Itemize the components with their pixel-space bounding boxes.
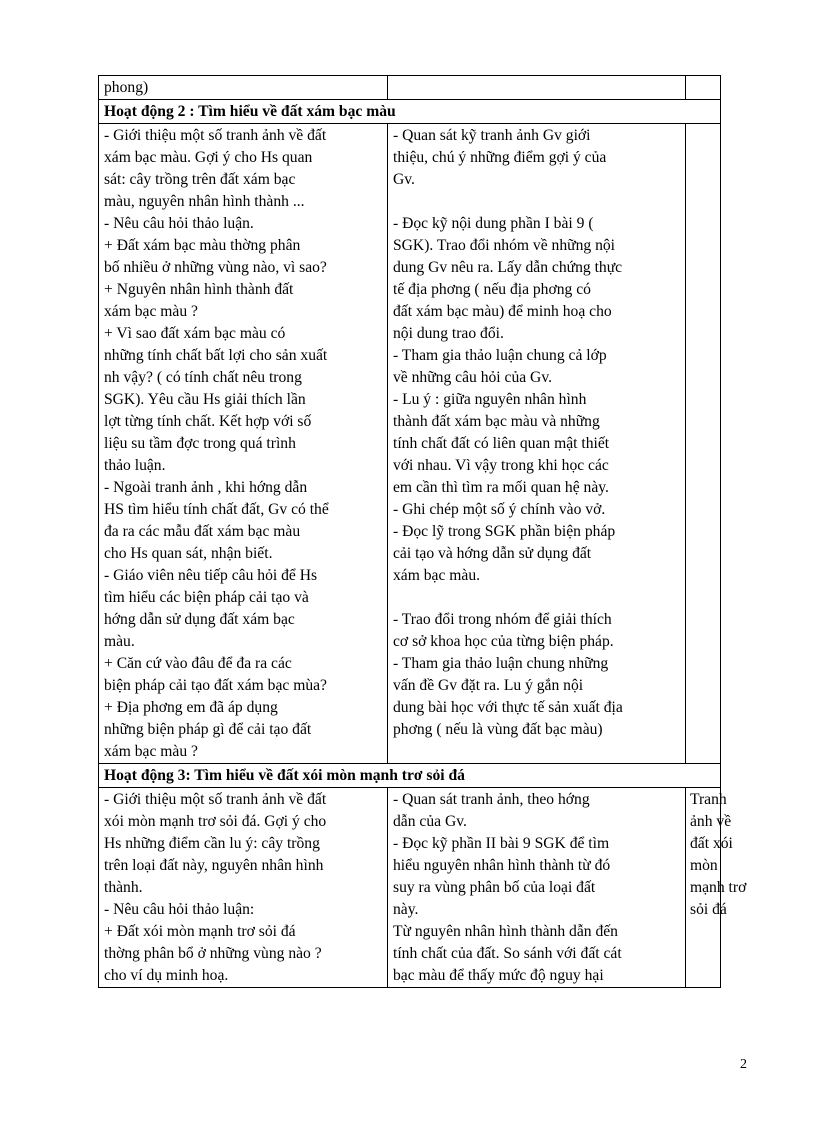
activity2-materials-cell xyxy=(686,124,721,764)
text-line: với nhau. Vì vậy trong khi học các xyxy=(393,457,609,474)
text-line: bạc màu để thấy mức độ nguy hại xyxy=(393,967,604,984)
text-line: - Quan sát tranh ảnh, theo hớng xyxy=(393,791,590,808)
text-line: - Giới thiệu một số tranh ảnh về đất xyxy=(104,791,327,808)
text-line: cải tạo và hớng dẫn sử dụng đất xyxy=(393,545,592,562)
text-line: - Đọc kỹ nội dung phần I bài 9 ( xyxy=(393,215,594,232)
text-line: dung Gv nêu ra. Lấy dẫn chứng thực xyxy=(393,259,623,276)
text-line: - Giới thiệu một số tranh ảnh về đất xyxy=(104,127,327,144)
cell-materials-continuation xyxy=(686,76,721,100)
text-line: tìm hiểu các biện pháp cải tạo và xyxy=(104,589,309,606)
text-line: dung bài học với thực tế sản xuất địa xyxy=(393,699,623,716)
text-line: - Trao đổi trong nhóm để giải thích xyxy=(393,611,612,628)
text-line: - Quan sát kỹ tranh ảnh Gv giới xyxy=(393,127,591,144)
text-line: xám bạc màu. xyxy=(393,567,481,584)
text-line: mòn xyxy=(690,857,718,874)
text-line: - Ghi chép một số ý chính vào vở. xyxy=(393,501,606,518)
text-line: - Tham gia thảo luận chung cả lớp xyxy=(393,347,607,364)
text-line: xói mòn mạnh trơ sỏi đá. Gợi ý cho xyxy=(104,813,327,830)
text-line: xám bạc màu ? xyxy=(104,743,198,760)
text-line: sát: cây trồng trên đất xám bạc xyxy=(104,171,296,188)
text-line: SGK). Yêu cầu Hs giải thích lần xyxy=(104,391,306,408)
table-row-activity3 xyxy=(99,788,721,988)
text-line: SGK). Trao đổi nhóm về những nội xyxy=(393,237,616,254)
text-line: biện pháp cải tạo đất xám bạc mùa? xyxy=(104,677,327,694)
text-line: xám bạc màu ? xyxy=(104,303,198,320)
text-line: tính chất của đất. So sánh với đất cát xyxy=(393,945,622,962)
activity3-materials-cell xyxy=(686,788,747,988)
lesson-plan-table xyxy=(98,75,747,988)
text-line: nội dung trao đổi. xyxy=(393,325,504,342)
text-line: mạnh trơ xyxy=(690,879,747,896)
text-line: - Nêu câu hỏi thảo luận: xyxy=(104,901,255,918)
text-line: về những câu hỏi của Gv. xyxy=(393,369,552,386)
text-line: + Địa phơng em đã áp dụng xyxy=(104,699,278,716)
activity2-title: Hoạt động 2 : Tìm hiểu về đất xám bạc màu xyxy=(99,100,721,124)
text-line: + Đất xói mòn mạnh trơ sỏi đá xyxy=(104,923,296,940)
table-row-activity2-header xyxy=(99,100,721,124)
text-line: Hs những điểm cần lu ý: cây trồng xyxy=(104,835,320,852)
text-line: - Đọc kỹ phần II bài 9 SGK để tìm xyxy=(393,835,610,852)
text-line: đa ra các mẫu đất xám bạc màu xyxy=(104,523,301,540)
text-line: tế địa phơng ( nếu địa phơng có xyxy=(393,281,591,298)
text-line: hớng dẫn sử dụng đất xám bạc xyxy=(104,611,295,628)
cell-teacher-continuation: phong) xyxy=(99,76,388,100)
text-line: đất xám bạc màu) để minh hoạ cho xyxy=(393,303,612,320)
text-line: nh vậy? ( có tính chất nêu trong xyxy=(104,369,302,386)
text-line: - Lu ý : giữa nguyên nhân hình xyxy=(393,391,587,408)
text-line: màu. xyxy=(104,633,135,650)
text-line: màu, nguyên nhân hình thành ... xyxy=(104,193,305,210)
text-line: + Vì sao đất xám bạc màu có xyxy=(104,325,286,342)
text-line: trên loại đất này, nguyên nhân hình xyxy=(104,857,324,874)
blank-line xyxy=(393,587,680,609)
text-line: tính chất đất có liên quan mật thiết xyxy=(393,435,610,452)
activity3-teacher-cell xyxy=(99,788,388,988)
text-line: - Đọc lỹ trong SGK phần biện pháp xyxy=(393,523,616,540)
text-line: này. xyxy=(393,901,419,918)
table-row-activity2 xyxy=(99,124,721,764)
text-line: đất xói xyxy=(690,835,733,852)
text-line: thảo luận. xyxy=(104,457,166,474)
text-line: thành đất xám bạc màu và những xyxy=(393,413,600,430)
text-line: cho Hs quan sát, nhận biết. xyxy=(104,545,273,562)
text-line: - Tham gia thảo luận chung những xyxy=(393,655,609,672)
text-line: Gv. xyxy=(393,171,415,188)
text-line: lợt từng tính chất. Kết hợp với số xyxy=(104,413,312,430)
text-line: vấn đề Gv đặt ra. Lu ý gắn nội xyxy=(393,677,584,694)
cell-student-continuation xyxy=(388,76,686,100)
text-line: suy ra vùng phân bố của loại đất xyxy=(393,879,596,896)
text-line: em cần thì tìm ra mối quan hệ này. xyxy=(393,479,609,496)
activity2-teacher-cell xyxy=(99,124,388,764)
text-line: Từ nguyên nhân hình thành dẫn đến xyxy=(393,923,618,940)
table-row-continuation xyxy=(99,76,721,100)
text-line: thờng phân bổ ở những vùng nào ? xyxy=(104,945,322,962)
text-line: dẫn của Gv. xyxy=(393,813,467,830)
text-line: - Giáo viên nêu tiếp câu hỏi để Hs xyxy=(104,567,318,584)
text-line: liệu su tầm đợc trong quá trình xyxy=(104,435,296,452)
text-line: cho ví dụ minh hoạ. xyxy=(104,967,229,984)
text-line: Tranh xyxy=(690,791,727,808)
text-line: xám bạc màu. Gợi ý cho Hs quan xyxy=(104,149,313,166)
text-line: ảnh về xyxy=(690,813,732,830)
text-line: sỏi đá xyxy=(690,901,727,918)
activity2-student-cell xyxy=(388,124,686,764)
text-line: hiểu nguyên nhân hình thành từ đó xyxy=(393,857,611,874)
blank-line xyxy=(393,191,680,213)
text-line: - Nêu câu hỏi thảo luận. xyxy=(104,215,254,232)
text-line: + Đất xám bạc màu thờng phân xyxy=(104,237,301,254)
text-line: HS tìm hiểu tính chất đất, Gv có thể xyxy=(104,501,329,518)
table-row-activity3-header xyxy=(99,764,721,788)
text-line: cơ sở khoa học của từng biện pháp. xyxy=(393,633,614,650)
text-line: thành. xyxy=(104,879,143,896)
activity3-title: Hoạt động 3: Tìm hiểu về đất xói mòn mạnh trơ sỏi đá xyxy=(99,764,721,788)
page-number: 2 xyxy=(740,1057,747,1072)
text-line: + Nguyên nhân hình thành đất xyxy=(104,281,294,298)
text-line: bố nhiều ở những vùng nào, vì sao? xyxy=(104,259,327,276)
text-line: phơng ( nếu là vùng đất bạc màu) xyxy=(393,721,603,738)
text-line: + Căn cứ vào đâu để đa ra các xyxy=(104,655,292,672)
text-line: những tính chất bất lợi cho sản xuất xyxy=(104,347,328,364)
text-line: - Ngoài tranh ảnh , khi hớng dẫn xyxy=(104,479,308,496)
text-line: những biện pháp gì để cải tạo đất xyxy=(104,721,312,738)
text-line: thiệu, chú ý những điểm gợi ý của xyxy=(393,149,607,166)
activity3-student-cell xyxy=(388,788,686,988)
